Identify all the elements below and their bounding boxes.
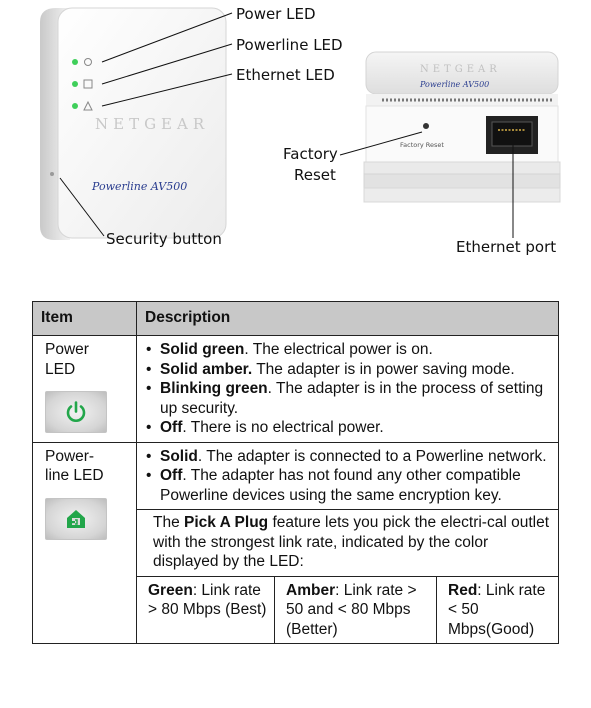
green-rate-cell — [137, 577, 275, 644]
powerline-led-bullet-list — [145, 447, 552, 510]
front-brand-text: NETGEAR — [95, 115, 210, 133]
bullet-text: . The electrical power is on. — [244, 341, 433, 358]
rear-logo-text: Powerline AV500 — [420, 80, 490, 89]
bullet-bold-term: Solid green — [160, 341, 245, 358]
bullet-bold-term: Solid amber. — [160, 360, 253, 378]
powerline-led-callout: Powerline LED — [236, 36, 343, 54]
powerline-led-item-line2: line LED — [45, 467, 104, 484]
list-item — [145, 360, 552, 380]
factory-reset-callout-line1: Factory — [283, 145, 338, 163]
ethernet-led-callout: Ethernet LED — [236, 66, 335, 84]
rear-factory-reset-text: Factory Reset — [400, 141, 444, 149]
pick-a-plug-term: Pick A Plug — [184, 514, 269, 531]
power-led-item-cell — [33, 336, 137, 443]
list-item — [145, 466, 552, 509]
amber-rate-text: : Link rate > 50 and < 80 Mbps (Better) — [286, 581, 417, 638]
rear-brand-text: NETGEAR — [420, 64, 501, 75]
link-rate-row — [137, 576, 558, 644]
power-led-item-line1: Power — [45, 341, 89, 358]
item-column-header: Item — [33, 302, 137, 336]
table-header-row — [33, 302, 559, 336]
red-rate-text: : Link rate < 50 Mbps(Good) — [448, 581, 546, 638]
amber-rate-term: Amber — [286, 581, 336, 599]
list-item — [145, 379, 552, 418]
led-description-table — [32, 301, 559, 644]
security-button-callout: Security button — [106, 230, 222, 248]
powerline-led-description-cell — [137, 442, 559, 644]
green-rate-term: Green — [148, 581, 193, 599]
amber-rate-cell — [275, 577, 437, 644]
bullet-text: The adapter is in power saving mode. — [252, 360, 515, 378]
front-logo-text: Powerline AV500 — [92, 180, 188, 193]
red-rate-term: Red — [448, 581, 478, 599]
power-led-icon-box — [45, 391, 107, 433]
power-led-description-cell — [137, 336, 559, 443]
powerline-led-item-line1: Power- — [45, 447, 95, 465]
bullet-bold-term: Solid — [160, 447, 198, 465]
bullet-bold-term: Blinking green — [160, 380, 268, 397]
ethernet-port-callout: Ethernet port — [456, 238, 557, 256]
bullet-text: . There is no electrical power. — [182, 419, 384, 436]
bullet-bold-term: Off — [160, 419, 183, 436]
red-rate-cell — [437, 577, 558, 644]
list-item — [145, 340, 552, 360]
bullet-text: . The adapter has not found any other compatible Powerline devices using the same encryption key. — [160, 467, 521, 504]
power-led-callout: Power LED — [236, 5, 316, 23]
list-item — [145, 418, 552, 438]
powerline-led-icon-box — [45, 498, 107, 540]
power-led-item-line2: LED — [45, 360, 76, 378]
pick-description: feature lets you pick the electri-cal outlet with the strongest link rate, indicated by the color displayed by the LED: — [153, 514, 550, 570]
bullet-text: . The adapter is in the process of setting up security. — [160, 380, 544, 417]
green-rate-text: : Link rate > 80 Mbps (Best) — [148, 581, 267, 618]
table-row — [33, 442, 559, 644]
pick-a-plug-text — [149, 513, 552, 576]
description-column-header: Description — [137, 302, 559, 336]
product-figure — [0, 0, 591, 290]
table-row — [33, 336, 559, 443]
list-item — [145, 447, 552, 467]
powerline-led-item-cell — [33, 442, 137, 644]
pick-prefix: The — [153, 514, 185, 531]
factory-reset-callout-line2: Reset — [294, 166, 336, 184]
pick-a-plug-section — [137, 509, 558, 576]
house-plug-icon — [64, 507, 88, 531]
bullet-bold-term: Off — [160, 467, 183, 484]
bullet-text: . The adapter is connected to a Powerline network. — [197, 447, 547, 465]
power-icon — [64, 400, 88, 424]
power-led-bullet-list — [145, 340, 552, 438]
